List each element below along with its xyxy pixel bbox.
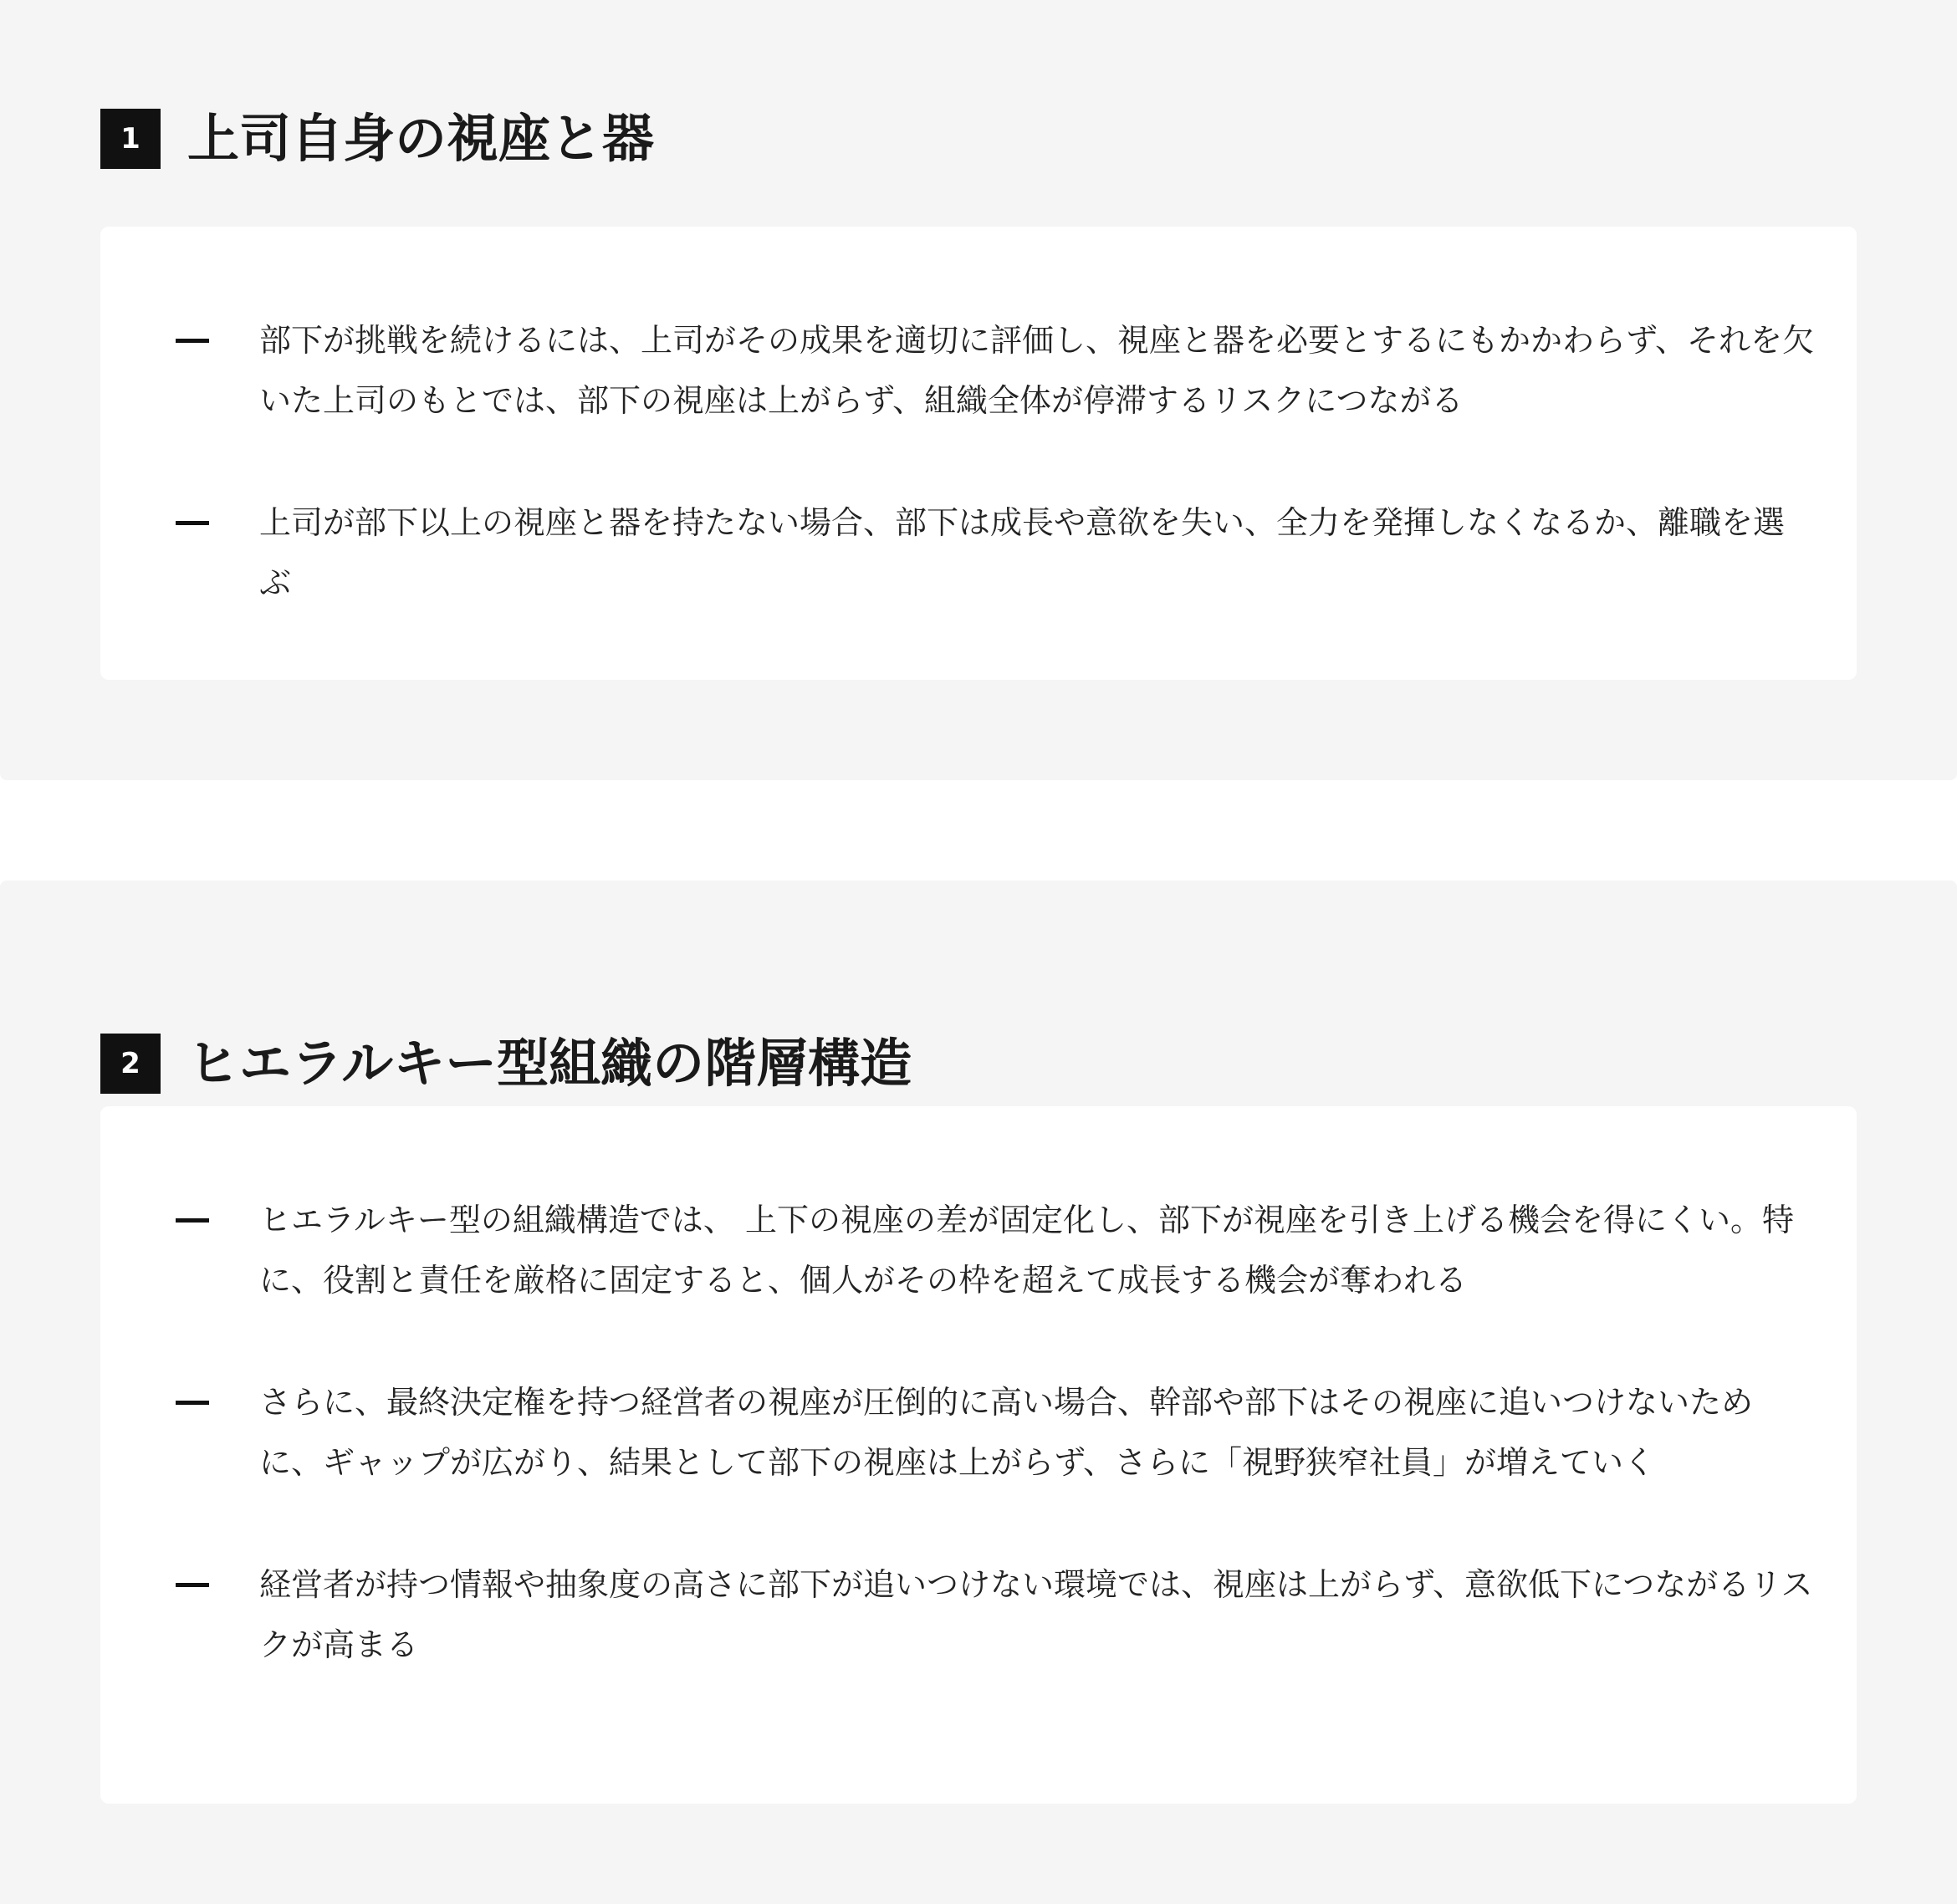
- list-item-text: ヒエラルキー型の組織構造では、 上下の視座の差が固定化し、部下が視座を引き上げる機会を得にくい。特に、役割と責任を厳格に固定すると、個人がその枠を超えて成長する機会が奪われる: [259, 1202, 1794, 1299]
- section-1: [0, 0, 1957, 780]
- dash-bullet-icon: [176, 521, 209, 525]
- list-item-text: 上司が部下以上の視座と器を持たない場合、部下は成長や意欲を失い、全力を発揮しなくなるか、離職を選ぶ: [259, 504, 1786, 601]
- content-card: [100, 227, 1857, 680]
- list-item: [176, 1372, 1815, 1493]
- dash-bullet-icon: [176, 1401, 209, 1405]
- bullet-list: [176, 1190, 1815, 1675]
- dash-bullet-icon: [176, 1218, 209, 1223]
- dash-bullet-icon: [176, 339, 209, 343]
- section-number-badge: 1: [100, 109, 161, 169]
- section-header: [100, 109, 654, 169]
- section-2: [0, 881, 1957, 1904]
- section-header: [100, 1034, 912, 1094]
- bullet-list: [176, 310, 1815, 613]
- section-title: ヒエラルキー型組織の階層構造: [187, 1033, 912, 1094]
- section-title: 上司自身の視座と器: [187, 108, 655, 169]
- list-item-text: 経営者が持つ情報や抽象度の高さに部下が追いつけない環境では、視座は上がらず、意欲低下につながるリスクが高まる: [259, 1566, 1813, 1663]
- list-item-text: 部下が挑戦を続けるには、上司がその成果を適切に評価し、視座と器を必要とするにもかかわらず、それを欠いた上司のもとでは、部下の視座は上がらず、組織全体が停滞するリスクにつながる: [259, 322, 1814, 419]
- list-item: [176, 1554, 1815, 1675]
- list-item: [176, 310, 1815, 431]
- content-card: [100, 1106, 1857, 1804]
- dash-bullet-icon: [176, 1583, 209, 1587]
- list-item-text: さらに、最終決定権を持つ経営者の視座が圧倒的に高い場合、幹部や部下はその視座に追いつけないために、ギャップが広がり、結果として部下の視座は上がらず、さらに「視野狭窄社員」が増えていく: [259, 1384, 1754, 1481]
- list-item: [176, 493, 1815, 613]
- list-item: [176, 1190, 1815, 1310]
- section-number-badge: 2: [100, 1034, 161, 1094]
